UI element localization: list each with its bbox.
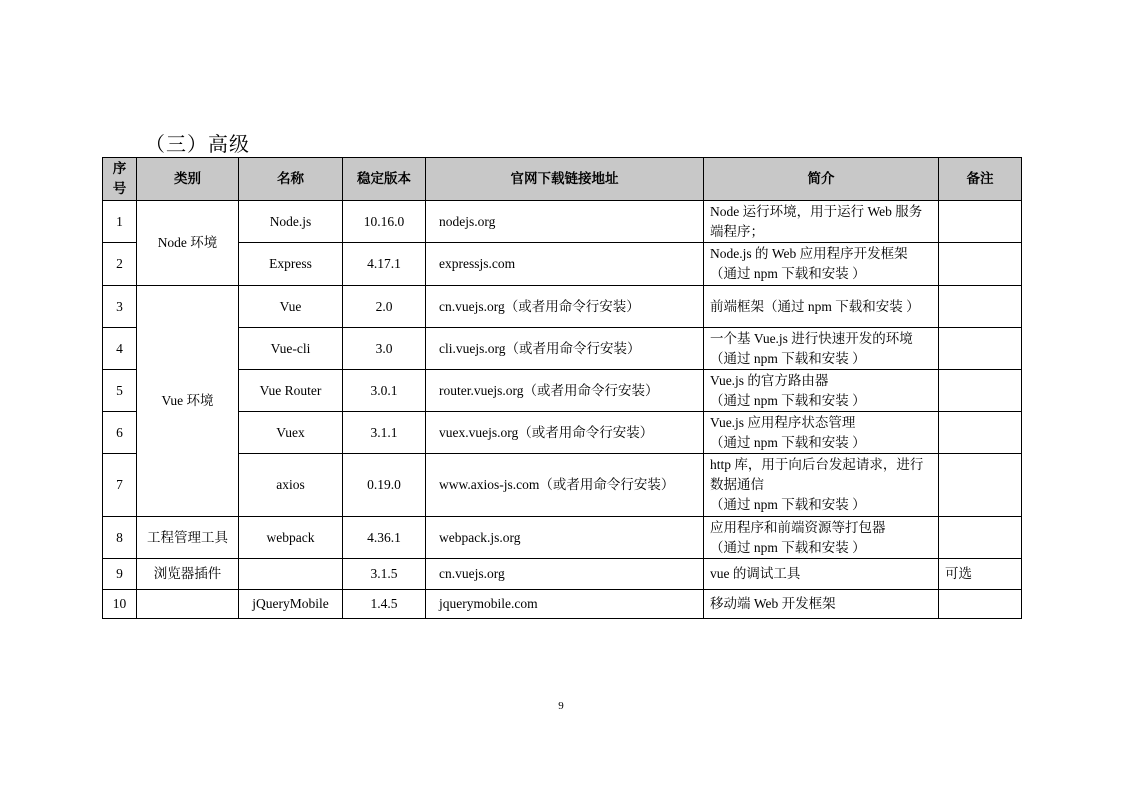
row-version: 0.19.0	[343, 454, 426, 517]
row-version: 4.36.1	[343, 517, 426, 559]
row-description	[704, 454, 939, 517]
row-version: 10.16.0	[343, 201, 426, 243]
row-description	[704, 590, 939, 619]
row-name: axios	[239, 454, 343, 517]
desc-line: http 库，用于向后台发起请求，进行	[710, 457, 924, 472]
header-category: 类别	[137, 158, 239, 201]
row-note	[939, 201, 1022, 243]
section-title: （三）高级	[145, 134, 250, 156]
row-note	[939, 590, 1022, 619]
table-row	[103, 454, 1022, 517]
desc-line: 一个基 Vue.js 进行快速开发的环境	[710, 330, 913, 346]
desc-line: 数据通信	[710, 477, 764, 492]
row-name: Express	[239, 243, 343, 286]
row-url: expressjs.com	[426, 243, 704, 286]
desc-line: Node.js 的 Web 应用程序开发框架	[710, 246, 908, 261]
row-index: 5	[103, 370, 137, 412]
desc-line: 移动端 Web 开发框架	[710, 596, 836, 611]
desc-line: （通过 npm 下载和安装 ）	[710, 434, 866, 450]
row-index: 9	[103, 559, 137, 590]
desc-line: 前端框架（通过 npm 下载和安装 ）	[710, 298, 920, 314]
row-description	[704, 201, 939, 243]
row-name: Vue-cli	[239, 328, 343, 370]
header-url: 官网下载链接地址	[426, 158, 704, 201]
row-category: 浏览器插件	[137, 559, 239, 590]
row-url: vuex.vuejs.org（或者用命令行安装）	[426, 412, 704, 454]
table-row	[103, 517, 1022, 559]
row-name: Vue	[239, 286, 343, 328]
table-row	[103, 201, 1022, 243]
desc-line: vue 的调试工具	[710, 566, 801, 581]
row-version: 3.0.1	[343, 370, 426, 412]
table-header-row	[103, 158, 1022, 201]
table-row	[103, 559, 1022, 590]
row-url: nodejs.org	[426, 201, 704, 243]
row-note	[939, 454, 1022, 517]
row-description	[704, 412, 939, 454]
row-name	[239, 559, 343, 590]
row-name: Vue Router	[239, 370, 343, 412]
row-url: webpack.js.org	[426, 517, 704, 559]
desc-line: （通过 npm 下载和安装 ）	[710, 350, 866, 366]
row-category: 工程管理工具	[137, 517, 239, 559]
desc-line: （通过 npm 下载和安装 ）	[710, 539, 866, 555]
row-url: cli.vuejs.org（或者用命令行安装）	[426, 328, 704, 370]
table-row	[103, 286, 1022, 328]
row-note	[939, 286, 1022, 328]
row-note	[939, 243, 1022, 286]
row-index: 10	[103, 590, 137, 619]
row-note: 可选	[939, 559, 1022, 590]
row-category	[137, 590, 239, 619]
desc-line: Vue.js 的官方路由器	[710, 372, 829, 388]
software-table	[102, 157, 1022, 619]
row-category: Vue 环境	[137, 286, 239, 517]
row-version: 3.1.5	[343, 559, 426, 590]
desc-line: Vue.js 应用程序状态管理	[710, 414, 856, 430]
row-description	[704, 328, 939, 370]
desc-line: 应用程序和前端资源等打包器	[710, 519, 886, 535]
header-description: 简介	[704, 158, 939, 201]
row-version: 3.0	[343, 328, 426, 370]
row-version: 4.17.1	[343, 243, 426, 286]
row-description	[704, 243, 939, 286]
row-index: 2	[103, 243, 137, 286]
table-row	[103, 370, 1022, 412]
row-note	[939, 328, 1022, 370]
header-name: 名称	[239, 158, 343, 201]
desc-line: （通过 npm 下载和安装 ）	[710, 392, 866, 408]
row-version: 2.0	[343, 286, 426, 328]
row-name: jQueryMobile	[239, 590, 343, 619]
row-url: router.vuejs.org（或者用命令行安装）	[426, 370, 704, 412]
table-row	[103, 590, 1022, 619]
desc-line: Node 运行环境，用于运行 Web 服务	[710, 203, 923, 219]
row-index: 3	[103, 286, 137, 328]
row-note	[939, 370, 1022, 412]
desc-line: （通过 npm 下载和安装 ）	[710, 497, 866, 512]
row-description	[704, 286, 939, 328]
desc-line: 端程序；	[710, 223, 764, 239]
row-index: 4	[103, 328, 137, 370]
row-description	[704, 370, 939, 412]
row-note	[939, 517, 1022, 559]
row-index: 8	[103, 517, 137, 559]
row-name: Node.js	[239, 201, 343, 243]
row-url: jquerymobile.com	[426, 590, 704, 619]
row-name: Vuex	[239, 412, 343, 454]
table-row	[103, 412, 1022, 454]
row-version: 3.1.1	[343, 412, 426, 454]
table-row	[103, 243, 1022, 286]
row-description	[704, 559, 939, 590]
row-name: webpack	[239, 517, 343, 559]
header-note: 备注	[939, 158, 1022, 201]
row-url: cn.vuejs.org	[426, 559, 704, 590]
desc-line: （通过 npm 下载和安装 ）	[710, 266, 866, 281]
row-index: 7	[103, 454, 137, 517]
header-index: 序 号	[103, 158, 137, 201]
row-url: www.axios-js.com（或者用命令行安装）	[426, 454, 704, 517]
row-note	[939, 412, 1022, 454]
table-row	[103, 328, 1022, 370]
row-index: 1	[103, 201, 137, 243]
row-description	[704, 517, 939, 559]
row-version: 1.4.5	[343, 590, 426, 619]
page-number: 9	[558, 700, 564, 712]
row-url: cn.vuejs.org（或者用命令行安装）	[426, 286, 704, 328]
header-version: 稳定版本	[343, 158, 426, 201]
row-index: 6	[103, 412, 137, 454]
row-category: Node 环境	[137, 201, 239, 286]
